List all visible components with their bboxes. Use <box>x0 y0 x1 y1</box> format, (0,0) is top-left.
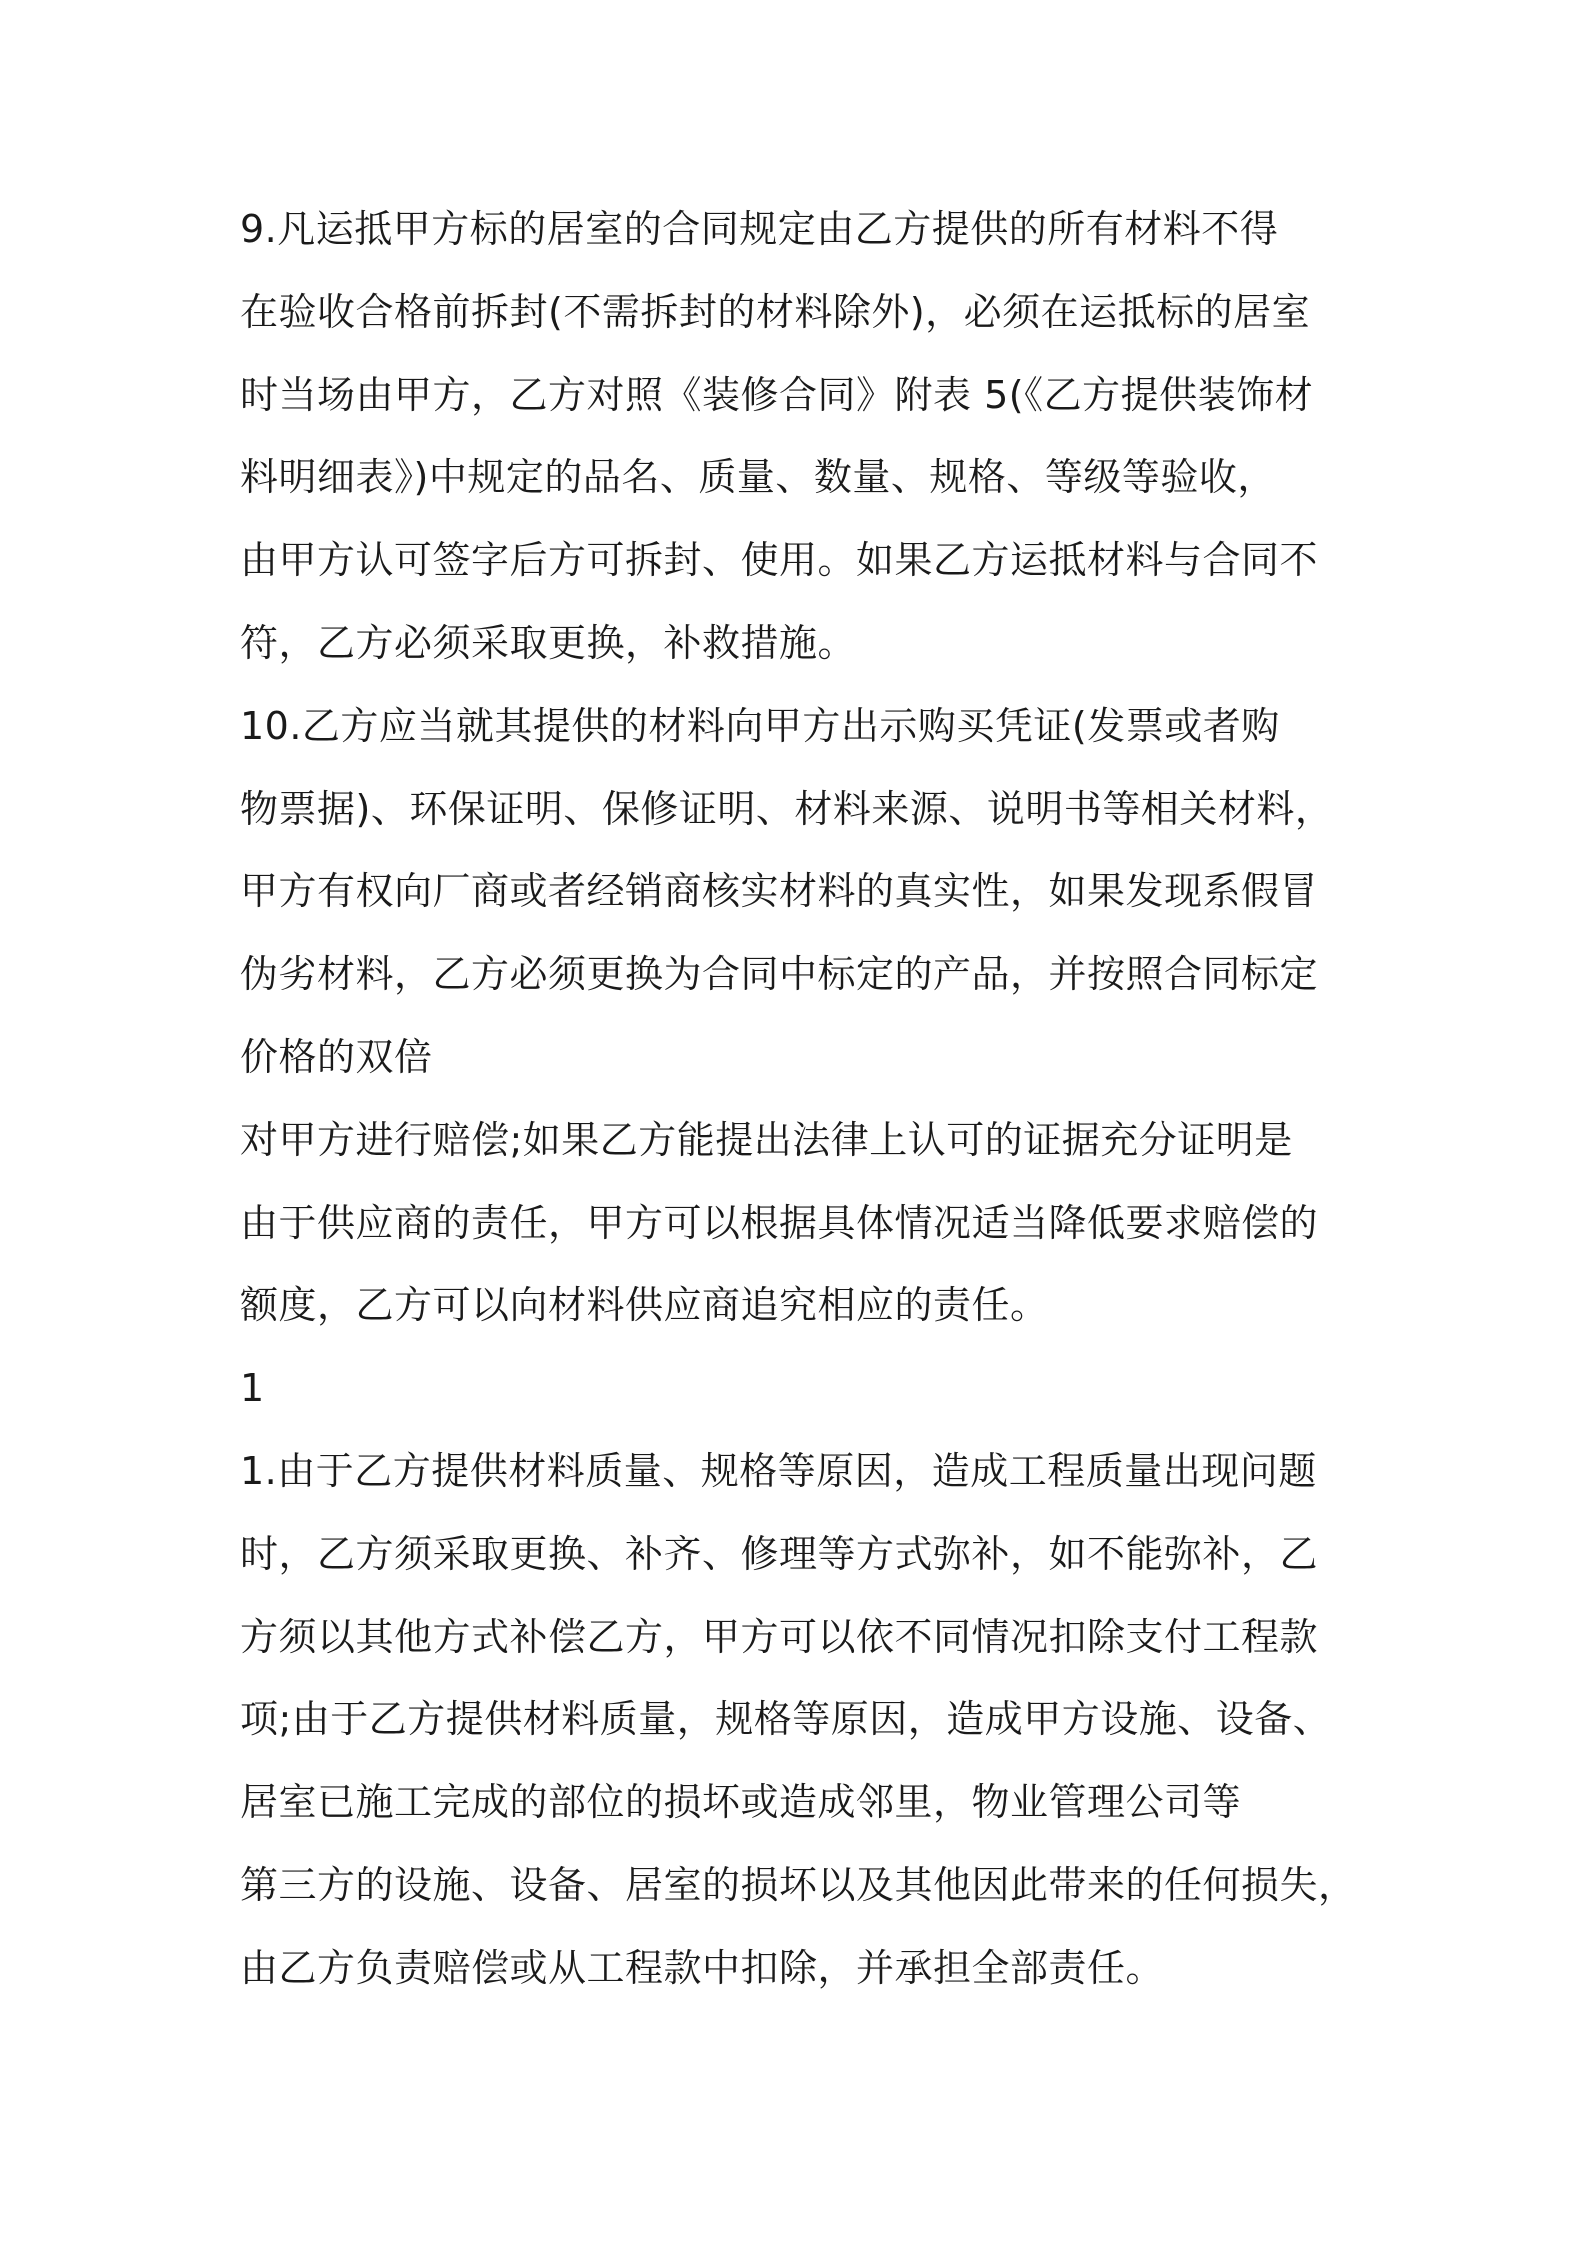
text-line: 甲方有权向厂商或者经销商核实材料的真实性，如果发现系假冒 <box>240 869 1319 914</box>
text-line: 伪劣材料，乙方必须更换为合同中标定的产品，并按照合同标定 <box>240 952 1319 997</box>
text-line: 在验收合格前拆封(不需拆封的材料除外)，必须在运抵标的居室 <box>240 289 1311 334</box>
text-line: 第三方的设施、设备、居室的损坏以及其他因此带来的任何损失， <box>240 1862 1357 1907</box>
text-line: 9.凡运抵甲方标的居室的合同规定由乙方提供的所有材料不得 <box>240 207 1279 251</box>
text-line: 时，乙方须采取更换、补齐、修理等方式弥补，如不能弥补，乙 <box>240 1531 1319 1576</box>
text-line: 料明细表》)中规定的品名、质量、数量、规格、等级等验收， <box>240 455 1276 500</box>
contract-text <box>240 188 1370 2010</box>
text-line: 方须以其他方式补偿乙方，甲方可以依不同情况扣除支付工程款 <box>240 1614 1319 1659</box>
text-line: 项;由于乙方提供材料质量，规格等原因，造成甲方设施、设备、 <box>240 1697 1332 1742</box>
text-line: 由于供应商的责任，甲方可以根据具体情况适当降低要求赔偿的 <box>240 1200 1319 1245</box>
text-line: 10.乙方应当就其提供的材料向甲方出示购买凭证(发票或者购 <box>240 703 1280 748</box>
text-line: 由乙方负责赔偿或从工程款中扣除，并承担全部责任。 <box>240 1945 1165 1990</box>
text-line: 1.由于乙方提供材料质量、规格等原因，造成工程质量出现问题 <box>240 1448 1317 1493</box>
text-line: 对甲方进行赔偿;如果乙方能提出法律上认可的证据充分证明是 <box>240 1117 1293 1162</box>
section-number: 1 <box>240 1366 265 1411</box>
text-line: 时当场由甲方，乙方对照《装修合同》附表 5(《乙方提供装饰材 <box>240 372 1314 417</box>
text-line: 符，乙方必须采取更换，补救措施。 <box>240 620 857 665</box>
text-line: 价格的双倍 <box>240 1034 433 1079</box>
text-line: 居室已施工完成的部位的损坏或造成邻里，物业管理公司等 <box>240 1780 1242 1825</box>
text-line: 物票据)、环保证明、保修证明、材料来源、说明书等相关材料， <box>240 786 1334 831</box>
text-line: 额度，乙方可以向材料供应商追究相应的责任。 <box>240 1283 1049 1328</box>
text-line: 由甲方认可签字后方可拆封、使用。如果乙方运抵材料与合同不 <box>240 538 1319 583</box>
